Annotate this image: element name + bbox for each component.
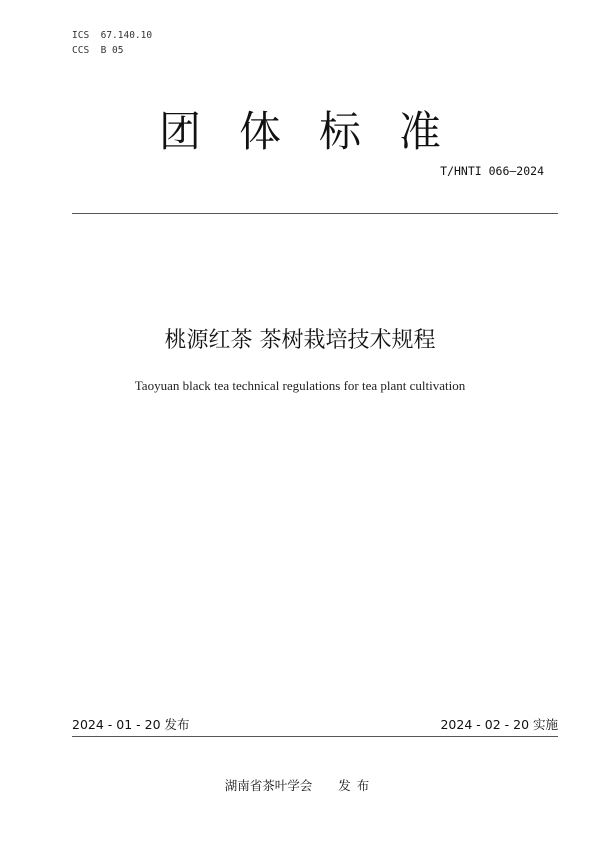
publisher-action: 发布 [338, 778, 376, 793]
document-title-english: Taoyuan black tea technical regulations for tea plant cultivation [134, 378, 466, 393]
classification-codes [72, 28, 152, 58]
issue-date: 2024 - 01 - 20 发布 [72, 717, 190, 732]
header-divider [72, 213, 558, 214]
document-title-chinese: 桃源红茶 茶树栽培技术规程 [164, 328, 436, 353]
publisher-organization: 湖南省茶叶学会 [224, 778, 313, 793]
effective-date: 2024 - 02 - 20 实施 [440, 717, 558, 732]
publisher-line [0, 776, 600, 794]
footer-divider [72, 736, 558, 737]
ics-code: ICS 67.140.10 [72, 30, 153, 41]
ccs-code: CCS B 05 [72, 45, 124, 56]
standard-number: T/HNTI 066—2024 [440, 164, 544, 178]
standard-type-title: 团体标准 [158, 107, 479, 156]
